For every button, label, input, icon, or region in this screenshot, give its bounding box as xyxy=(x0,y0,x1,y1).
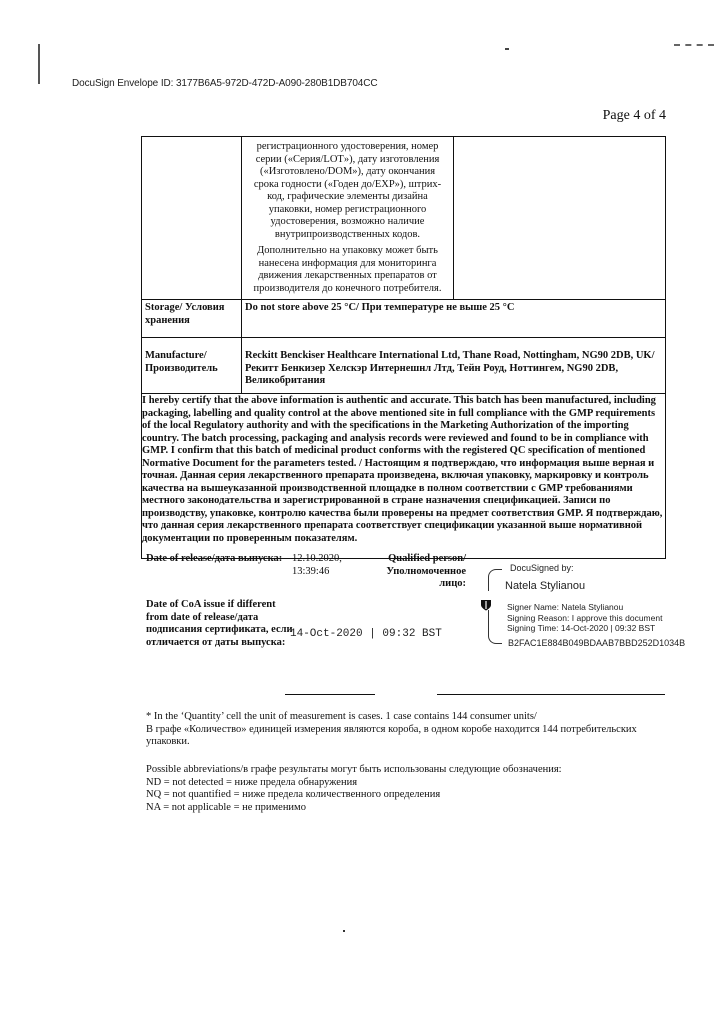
signature-line-left xyxy=(285,694,375,695)
abbreviation-nq: NQ = not quantified = ниже предела количественного определения xyxy=(146,789,441,801)
scan-artifact-dashes xyxy=(674,44,714,46)
quantity-footnote-ru: В графе «Количество» единицей измерения являются короба, в одном коробе находится 144 потребительских упаковки. xyxy=(146,723,637,748)
coa-issue-timestamp: 14-Oct-2020 | 09:32 BST xyxy=(290,628,442,640)
manufacturer-en: Reckitt Benckiser Healthcare International Ltd, Thane Road, Nottingham, NG90 2DB, UK/ xyxy=(245,350,655,361)
release-time: 13:39:46 xyxy=(292,565,330,577)
release-date-label: Date of release/дата выпуска: xyxy=(146,553,283,564)
manufacturer-label: Manufacture/ Производитель xyxy=(142,338,242,394)
docusign-bracket-bottom xyxy=(488,610,502,644)
docusign-bracket-top xyxy=(488,569,502,591)
quantity-footnote-en: * In the ‘Quantity’ cell the unit of measurement is cases. 1 case contains 144 consumer units/ xyxy=(146,711,537,722)
storage-row xyxy=(142,300,666,338)
packaging-text-cell xyxy=(242,137,454,300)
qualified-person-label: Qualified person/ Уполномоченное лицо: xyxy=(386,553,466,589)
packaging-extra-cell xyxy=(454,137,666,300)
abbreviation-nd: ND = not detected = ниже предела обнаружения xyxy=(146,776,358,788)
abbreviations-intro: Possible abbreviations/в графе результаты могут быть использованы следующие обозначения: xyxy=(146,764,562,775)
docusign-signing-time: Signing Time: 14-Oct-2020 | 09:32 BST xyxy=(507,623,656,634)
packaging-row xyxy=(142,137,666,300)
coa-issue-label: Date of CoA issue if different from date of release/дата подписания сертификата, если отличается от даты выпуска: xyxy=(146,599,293,648)
release-date-value xyxy=(292,553,342,578)
scan-artifact-tick xyxy=(505,48,509,50)
certification-text: I hereby certify that the above information is authentic and accurate. This batch has been manufactured, including packaging, labelling and quality control at the above mentioned site in full compliance with the GMP requirements of the local Regulatory authority and with the specifications in the Marketing Authorization of the importing country. The batch processing, packaging and analysis records were reviewed and found to be in compliance with GMP. I confirm that this batch of medicinal product conforms with the registered QC specification of mentioned Normative Document for the parameters tested. / Настоящим я подтверждаю, что информация выше верная и точная. Данная серия лекарственного препарата произведена, включая упаковку, маркировку и контроль качества на вышеуказанной производственной площадке в полном соответствии с GMP требованиями местного законодательства и зарегистрированной в стране назначения спецификацией. Записи по производству, упаковке, контролю качества были проверены на предмет соответствия GMP. Я подтверждаю, что данная серия лекарственного препарата соответствует спецификации указанной выше нормативной документации по проверенным показателям. xyxy=(142,394,666,559)
packaging-paragraph-1: регистрационного удостоверения, номер серии («Серия/LOT»), дату изготовления («Изготовлено/DOM»), дату окончания срока годности («Годен до/EXP»), штрих-код, графические элементы дизайна упаковки, номер регистрационного удостоверения, возможно наличие внутрипроизводственных кодов. xyxy=(253,141,442,240)
docusign-id: B2FAC1E884B049BDAAB7BBD252D1034B xyxy=(508,638,686,648)
docusign-meta xyxy=(507,602,662,634)
docusign-signed-by: DocuSigned by: xyxy=(510,563,574,573)
docusign-signature: Natela Stylianou xyxy=(505,580,586,592)
shield-icon xyxy=(480,599,492,611)
docusign-signer-name: Signer Name: Natela Stylianou xyxy=(507,602,624,612)
manufacturer-value xyxy=(242,338,666,394)
page-number: Page 4 of 4 xyxy=(602,108,666,123)
storage-label: Storage/ Условия хранения xyxy=(142,300,242,338)
abbreviations-block xyxy=(146,764,666,814)
abbreviation-na: NA = not applicable = не применимо xyxy=(146,801,306,813)
envelope-id: DocuSign Envelope ID: 3177B6A5-972D-472D-A090-280B1DB704CC xyxy=(72,78,378,89)
manufacturer-ru: Рекитт Бенкизер Хелскэр Интернешнл Лтд, Тейн Роуд, Ноттингем, NG90 2DB, Великобритания xyxy=(245,362,619,386)
packaging-label-cell xyxy=(142,137,242,300)
storage-value: Do not store above 25 °C/ При температуре не выше 25 °C xyxy=(242,300,666,338)
docusign-signing-reason: Signing Reason: I approve this document xyxy=(507,612,663,623)
scan-artifact-dot xyxy=(343,930,345,932)
certification-row xyxy=(142,394,666,559)
product-info-table xyxy=(141,136,666,559)
quantity-footnote xyxy=(146,711,666,749)
manufacturer-row xyxy=(142,338,666,394)
packaging-paragraph-2: Дополнительно на упаковку может быть нанесена информация для мониторинга движения лекарственных препаратов от производителя до конечного потребителя. xyxy=(253,245,442,294)
release-date: 12.10.2020, xyxy=(292,553,342,564)
signature-line-right xyxy=(437,694,665,695)
scan-artifact-line xyxy=(38,44,40,84)
